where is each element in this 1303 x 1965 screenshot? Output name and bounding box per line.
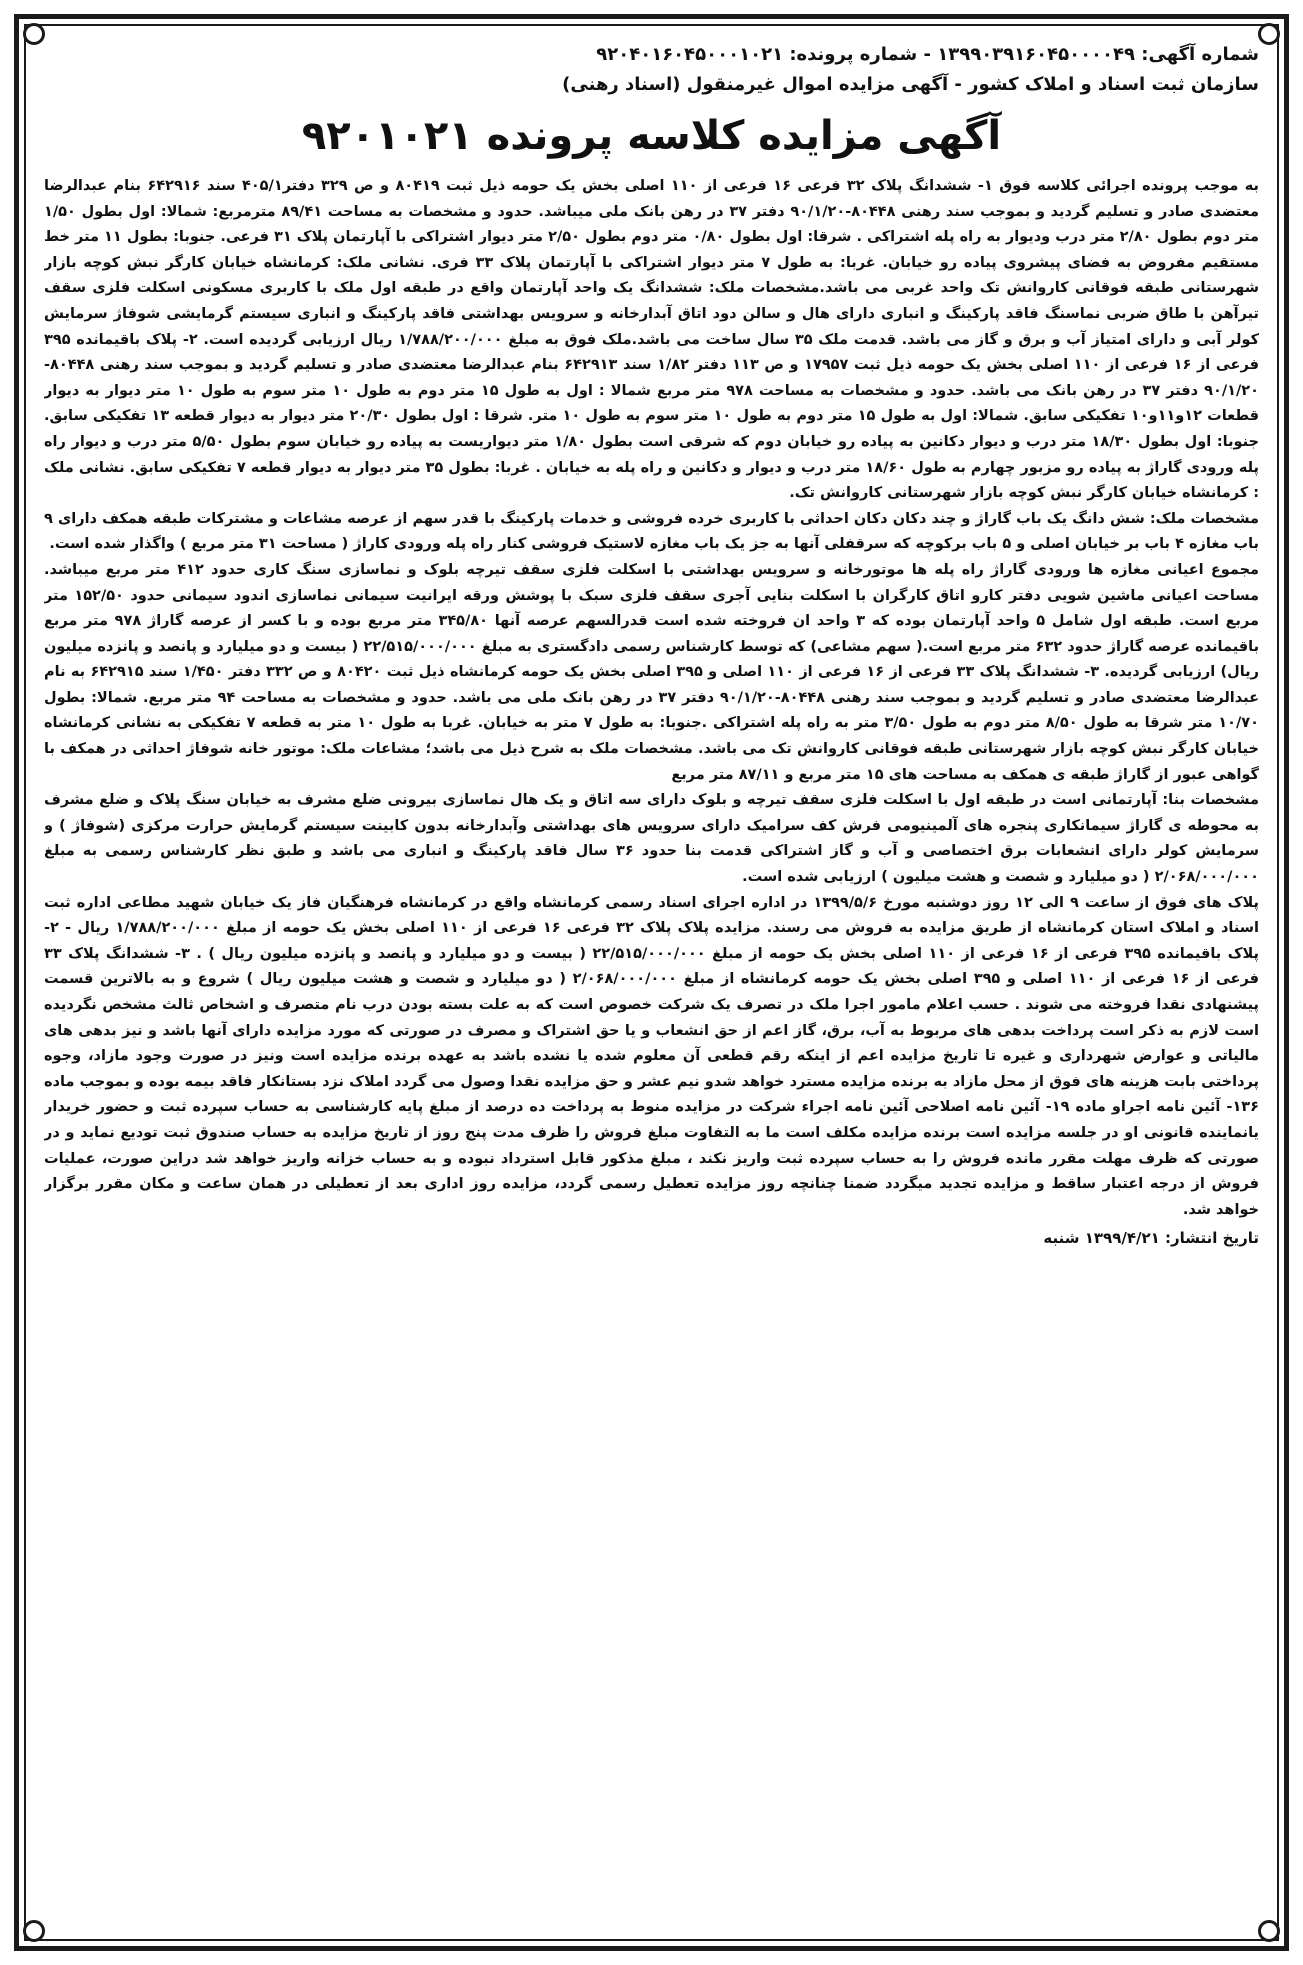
paragraph-building-details: مجموع اعیانی مغازه ها ورودی گاراژ راه پله ها موتورخانه و سرویس بهداشتی با اسکلت فلزی سقف تیرچه بلوک و نماسازی سنگ کاری حدود ۴۱۲ متر مربع میباشد. مساحت اعیانی ماشین شویی دفتر کارو اتاق کارگران با اسکلت بنایی آجری سقف فلزی سبک با پوشش ورقه ایرانیت سیمانی نماسازی اندود سیمانی حدود ۱۵۲/۵۰ متر مربع است. طبقه اول شامل ۵ واحد آپارتمان بوده که ۳ واحد ان فروخته شده است قدرالسهم عرصه آنها ۳۴۵/۸۰ متر مربع بوده و با کسر از عرصه گاراژ ۹۷۸ متر مربع باقیمانده عرصه گاراژ حدود ۶۳۲ متر مربع است.( سهم مشاعی) که توسط کارشناس رسمی دادگستری به مبلغ ۲۲/۵۱۵/۰۰۰/۰۰۰ ( بیست و دو میلیارد و پانصد و پانزده میلیون ریال) ارزیابی گردیده. ۳- ششدانگ پلاک ۳۳ فرعی از ۱۶ فرعی از ۱۱۰ اصلی و ۳۹۵ اصلی بخش یک حومه کرمانشاه ذیل ثبت ۸۰۴۲۰ و ص ۳۳۲ دفتر ۱/۴۵۰ سند ۶۴۲۹۱۵ به نام عبدالرضا معتضدی صادر و تسلیم گردید و بموجب سند رهنی ۸۰۴۴۸-۹۰/۱/۲۰ دفتر ۳۷ در رهن بانک ملی می باشد. حدود و مشخصات به مساحت ۹۴ متر مربع. شمالا: بطول ۱۰/۷۰ متر شرقا به طول ۸/۵۰ متر دوم به طول ۳/۵۰ متر به راه پله اشتراکی .جنوبا: به طول ۷ متر به خیابان. غربا به طول ۱۰ متر به قطعه ۷ تفکیکی به نشانی کرمانشاه خیابان کارگر نبش کوچه بازار شهرستانی طبقه فوقانی کاروانش تک می باشد. مشخصات ملک به شرح ذیل می باشد؛ مشاعات ملک: موتور خانه شوفاژ احداثی در همکف با گواهی عبور از گاراژ طبقه ی همکف به مساحت های ۱۵ متر مربع و ۸۷/۱۱ متر مربع (44, 561, 1259, 783)
paragraph-properties: به موجب پرونده اجرائی کلاسه فوق ۱- ششدانگ پلاک ۳۲ فرعی ۱۶ فرعی از ۱۱۰ اصلی بخش یک حومه ذیل ثبت ۸۰۴۱۹ و ص ۳۲۹ دفتر۴۰۵/۱ سند ۶۴۲۹۱۶ بنام عبدالرضا معتضدی صادر و تسلیم گردید و بموجب سند رهنی ۸۰۴۴۸-۹۰/۱/۲۰ دفتر ۳۷ در رهن بانک ملی میباشد. حدود و مشخصات به مساحت ۸۹/۴۱ مترمربع: شمالا: اول بطول ۱/۵۰ متر دوم بطول ۲/۸۰ متر درب ودیوار به راه پله اشتراکی . شرقا: اول بطول ۰/۸۰ متر دوم بطول ۲/۵۰ متر دیوار اشتراکی با آپارتمان پلاک ۳۱ فرعی. جنوبا: بطول ۱۱ متر خط مستقیم مفروض به فضای پیشروی پیاده رو خیابان. غربا: به طول ۷ متر دیوار اشتراکی با آپارتمان پلاک ۳۳ فری. نشانی ملک: کرمانشاه خیابان کارگر نبش کوچه بازار شهرستانی طبقه فوقانی کاروانش تک واحد غربی می باشد.مشخصات ملک: ششدانگ یک واحد آپارتمان واقع در طبقه اول ملک با کاربری مسکونی اسکلت فلزی سقف تیرآهن با طاق ضربی نماسنگ فاقد پارکینگ و انباری دارای هال و سالن دود اتاق آبدارخانه و سرویس بهداشتی فاقد پارکینگ و انباری سیستم گرمایشی شوفاژ سرمایش کولر آبی و دارای امتیاز آب و برق و گاز می باشد. قدمت ملک ۳۵ سال ساخت می باشد.ملک فوق به مبلغ ۱/۷۸۸/۲۰۰/۰۰۰ ریال ارزیابی گردیده است. ۲- پلاک باقیمانده ۳۹۵ فرعی از ۱۶ فرعی از ۱۱۰ اصلی بخش یک حومه ذیل ثبت ۱۷۹۵۷ و ص ۱۱۳ دفتر ۱/۸۲ سند ۶۴۲۹۱۳ بنام عبدالرضا معتضدی صادر و تسلیم گردید و بموجب سند رهنی ۸۰۴۴۸- ۹۰/۱/۲۰ دفتر ۳۷ در رهن بانک می باشد. حدود و مشخصات به مساحت ۹۷۸ متر مربع شمالا : اول به طول ۱۵ متر دوم به طول ۱۰ متر سوم به طول ۱۰ متر دیوار به دیوار قطعات ۱۲و۱۱و۱۰ تفکیکی سابق. شمالا: اول به طول ۱۵ متر دوم به طول ۱۰ متر سوم به طول ۱۰ متر. شرقا : اول بطول ۲۰/۳۰ متر دیوار به دیوار قطعه ۱۳ تفکیکی سابق. جنوبا: اول بطول ۱۸/۳۰ متر درب و دیوار دکانین به پیاده رو خیابان دوم که شرقی است بطول ۱/۸۰ متر دیواریست به پیاده رو خیابان سوم بطول ۵/۵۰ متر درب و دیوار راه پله ورودی گاراژ به پیاده رو مزبور چهارم به طول ۱۸/۶۰ متر درب و دیوار و دکانین و راه پله به خیابان . غربا: بطول ۳۵ متر دیوار به دیوار قطعه ۷ تفکیکی سابق. نشانی ملک : کرمانشاه خیابان کارگر نبش کوچه بازار شهرستانی کاروانش تک. (44, 178, 1259, 502)
publication-date: تاریخ انتشار: ۱۳۹۹/۴/۲۱ شنبه (1043, 1229, 1259, 1248)
paragraph-auction-terms: پلاک های فوق از ساعت ۹ الی ۱۲ روز دوشنبه مورخ ۱۳۹۹/۵/۶ در اداره اجرای اسناد رسمی کرمانشاه واقع در کرمانشاه فرهنگیان فاز یک خیابان شهید مطاعی اداره ثبت اسناد و املاک استان کرمانشاه از طریق مزایده به فروش می رسند. مزایده پلاک پلاک ۳۲ فرعی ۱۶ فرعی از ۱۱۰ اصلی بخش یک حومه از مبلغ ۱/۷۸۸/۲۰۰/۰۰۰ ریال - ۲- پلاک باقیمانده ۳۹۵ فرعی از ۱۶ فرعی از ۱۱۰ اصلی بخش یک حومه از مبلغ ۲۲/۵۱۵/۰۰۰/۰۰۰ ( بیست و دو میلیارد و پانصد و پانزده میلیون ریال ) . ۳- ششدانگ پلاک ۳۳ فرعی از ۱۶ فرعی از ۱۱۰ اصلی و ۳۹۵ اصلی بخش یک حومه کرمانشاه از مبلغ ۲/۰۶۸/۰۰۰/۰۰۰ ( دو میلیارد و شصت و هشت میلیون ریال ) شروع و به بالاترین قسمت پیشنهادی نقدا فروخته می شوند . حسب اعلام مامور اجرا ملک در تصرف یک شرکت خصوص است که به علت بسته بودن درب نام متصرف و اشخاص ثالث مشخص نگردیده است لازم به ذکر است پرداخت بدهی های مربوط به آب، برق، گاز اعم از حق انشعاب و یا حق اشتراک و مصرف در صورتی که مورد مزایده دارای آنها باشد و نیز بدهی های مالیاتی و عوارض شهرداری و غیره تا تاریخ مزایده اعم از اینکه رقم قطعی آن معلوم شده یا نشده باشد به عهده برنده مزایده است ونیز در صورت وجود مازاد، وجوه پرداختی بابت هزینه های فوق از محل مازاد به برنده مزایده مسترد خواهد شدو نیم عشر و حق مزایده نقدا وصول می گردد املاک نزد بستانکار فاقد بیمه بوده و بموجب ماده ۱۳۶- آئین نامه اجراو ماده ۱۹- آئین نامه اصلاحی آئین نامه اجراء شرکت در مزایده منوط به پرداخت ده درصد از مبلغ پایه کارشناسی به حساب سپرده ثبت و حضور خریدار یانماینده قانونی او در جلسه مزایده است برنده مزایده مکلف است ما به التفاوت مبلغ فروش را ظرف مدت پنج روز از تاریخ مزایده به حساب صندوق ثبت تودیع نماید و در صورتی که ظرف مهلت مقرر مانده فروش را به حساب سپرده ثبت واریز نکند ، مبلغ مذکور قابل استرداد نبوده و به حساب خزانه واریز خواهد شد دراین صورت، عملیات فروش از درجه اعتبار ساقط و مزایده تجدید میگردد ضمنا چنانچه روز مزایده تعطیل رسمی گردد، مزایده روز اداری بعد از تعطیلی در همان ساعت و مکان مقرر برگزار خواهد شد. (44, 894, 1259, 1218)
notice-number-line: شماره آگهی: ۱۳۹۹۰۳۹۱۶۰۴۵۰۰۰۰۴۹ - شماره پرونده: ۹۲۰۴۰۱۶۰۴۵۰۰۰۱۰۲۱ (596, 44, 1259, 65)
notice-content (44, 40, 1259, 1930)
paragraph-property-specs: مشخصات ملک: شش دانگ یک باب گاراژ و چند دکان دکان احداثی با کاربری خرده فروشی و خدمات پارکینگ با قدر سهم از عرصه مشاعات و مشترکات طبقه همکف دارای ۹ باب مغازه ۴ باب بر خیابان اصلی و ۵ باب برکوچه که سرقفلی آنها به جز یک باب مغازه لاستیک فروشی کنار راه پله ورودی کاراژ ( مساحت ۳۱ متر مربع ) واگذار شده است. (44, 510, 1259, 553)
organization-line: سازمان ثبت اسناد و املاک کشور - آگهی مزایده اموال غیرمنقول (اسناد رهنی) (562, 74, 1259, 95)
notice-body (44, 174, 1259, 1223)
notice-title: آگهی مزایده کلاسه پرونده ۹۲۰۱۰۲۱ (301, 113, 1002, 159)
paragraph-apartment-specs: مشخصات بنا: آپارتمانی است در طبقه اول با اسکلت فلزی سقف تیرچه و بلوک دارای سه اتاق و یک هال نماسازی بیرونی ضلع مشرف به خیابان سنگ پلاک و ضلع مشرف به محوطه ی گاراژ سیمانکاری پنجره های آلمینیومی فرش کف سرامیک دارای سرویس های بهداشتی وآبدارخانه بدون کابینت سیستم گرمایش حرارت مرکزی (شوفاژ ) و سرمایش کولر دارای انشعابات برق اختصاصی و آب و گاز اشتراکی قدمت بنا حدود ۳۶ سال فاقد پارکینگ و انباری می باشد و طبق نظر کارشناس رسمی به مبلغ ۲/۰۶۸/۰۰۰/۰۰۰ ( دو میلیارد و شصت و هشت میلیون ) ارزیابی شده است. (44, 792, 1259, 886)
